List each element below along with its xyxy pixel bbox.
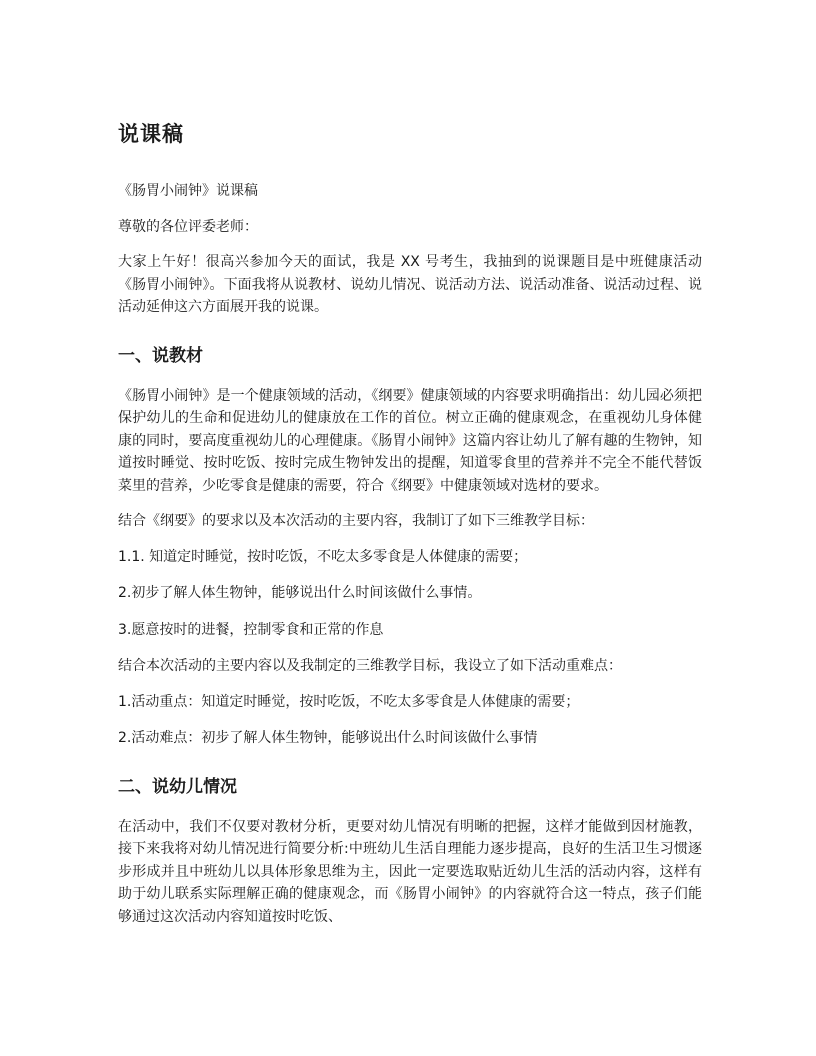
children-paragraph: 在活动中，我们不仅要对教材分析，更要对幼儿情况有明晰的把握，这样才能做到因材施教，接下来我将对幼儿情况进行简要分析:中班幼儿生活自理能力逐步提高，良好的生活卫生习惯逐步形成并且中班幼儿以具体形象思维为主，因此一定要选取贴近幼儿生活的活动内容，这样有助于幼儿联系实际理解正确的健康观念，而《肠胃小闹钟》的内容就符合这一特点，孩子们能够通过这次活动内容知道按时吃饭、	[118, 818, 702, 925]
goal-item-1: 1.1. 知道定时睡觉，按时吃饭，不吃太多零食是人体健康的需要；	[118, 548, 528, 565]
document-page	[118, 118, 702, 941]
lesson-subtitle: 《肠胃小闹钟》说课稿	[118, 183, 258, 199]
greeting: 尊敬的各位评委老师：	[118, 218, 258, 235]
key-points-intro-paragraph: 结合本次活动的主要内容以及我制定的三维教学目标，我设立了如下活动重难点：	[118, 658, 622, 674]
document-title: 说课稿	[118, 122, 184, 146]
section-heading-textbook: 一、说教材	[118, 345, 203, 366]
textbook-paragraph: 《肠胃小闹钟》是一个健康领域的活动，《纲要》健康领域的内容要求明确指出：幼儿园必须把保护幼儿的生命和促进幼儿的健康放在工作的首位。树立正确的健康观念，在重视幼儿身体健康的同时，要高度重视幼儿的心理健康。《肠胃小闹钟》这篇内容让幼儿了解有趣的生物钟，知道按时睡觉、按时吃饭、按时完成生物钟发出的提醒，知道零食里的营养并不完全不能代替饭菜里的营养，少吃零食是健康的需要，符合《纲要》中健康领域对选材的要求。	[118, 387, 702, 494]
goal-item-3: 3.愿意按时的进餐，控制零食和正常的作息	[118, 621, 384, 638]
intro-paragraph: 大家上午好！很高兴参加今天的面试，我是 XX 号考生，我抽到的说课题目是中班健康活动《肠胃小闹钟》。下面我将从说教材、说幼儿情况、说活动方法、说活动准备、说活动过程、说活动延伸这六方面展开我的说课。	[118, 254, 702, 315]
goals-intro-paragraph: 结合《纲要》的要求以及本次活动的主要内容，我制订了如下三维教学目标：	[118, 513, 594, 529]
goal-item-2: 2.初步了解人体生物钟，能够说出什么时间该做什么事情。	[118, 585, 482, 601]
difficult-point-item: 2.活动难点：初步了解人体生物钟，能够说出什么时间该做什么事情	[118, 730, 538, 746]
key-point-item: 1.活动重点：知道定时睡觉，按时吃饭，不吃太多零食是人体健康的需要；	[118, 693, 580, 710]
section-heading-children: 二、说幼儿情况	[118, 776, 237, 797]
